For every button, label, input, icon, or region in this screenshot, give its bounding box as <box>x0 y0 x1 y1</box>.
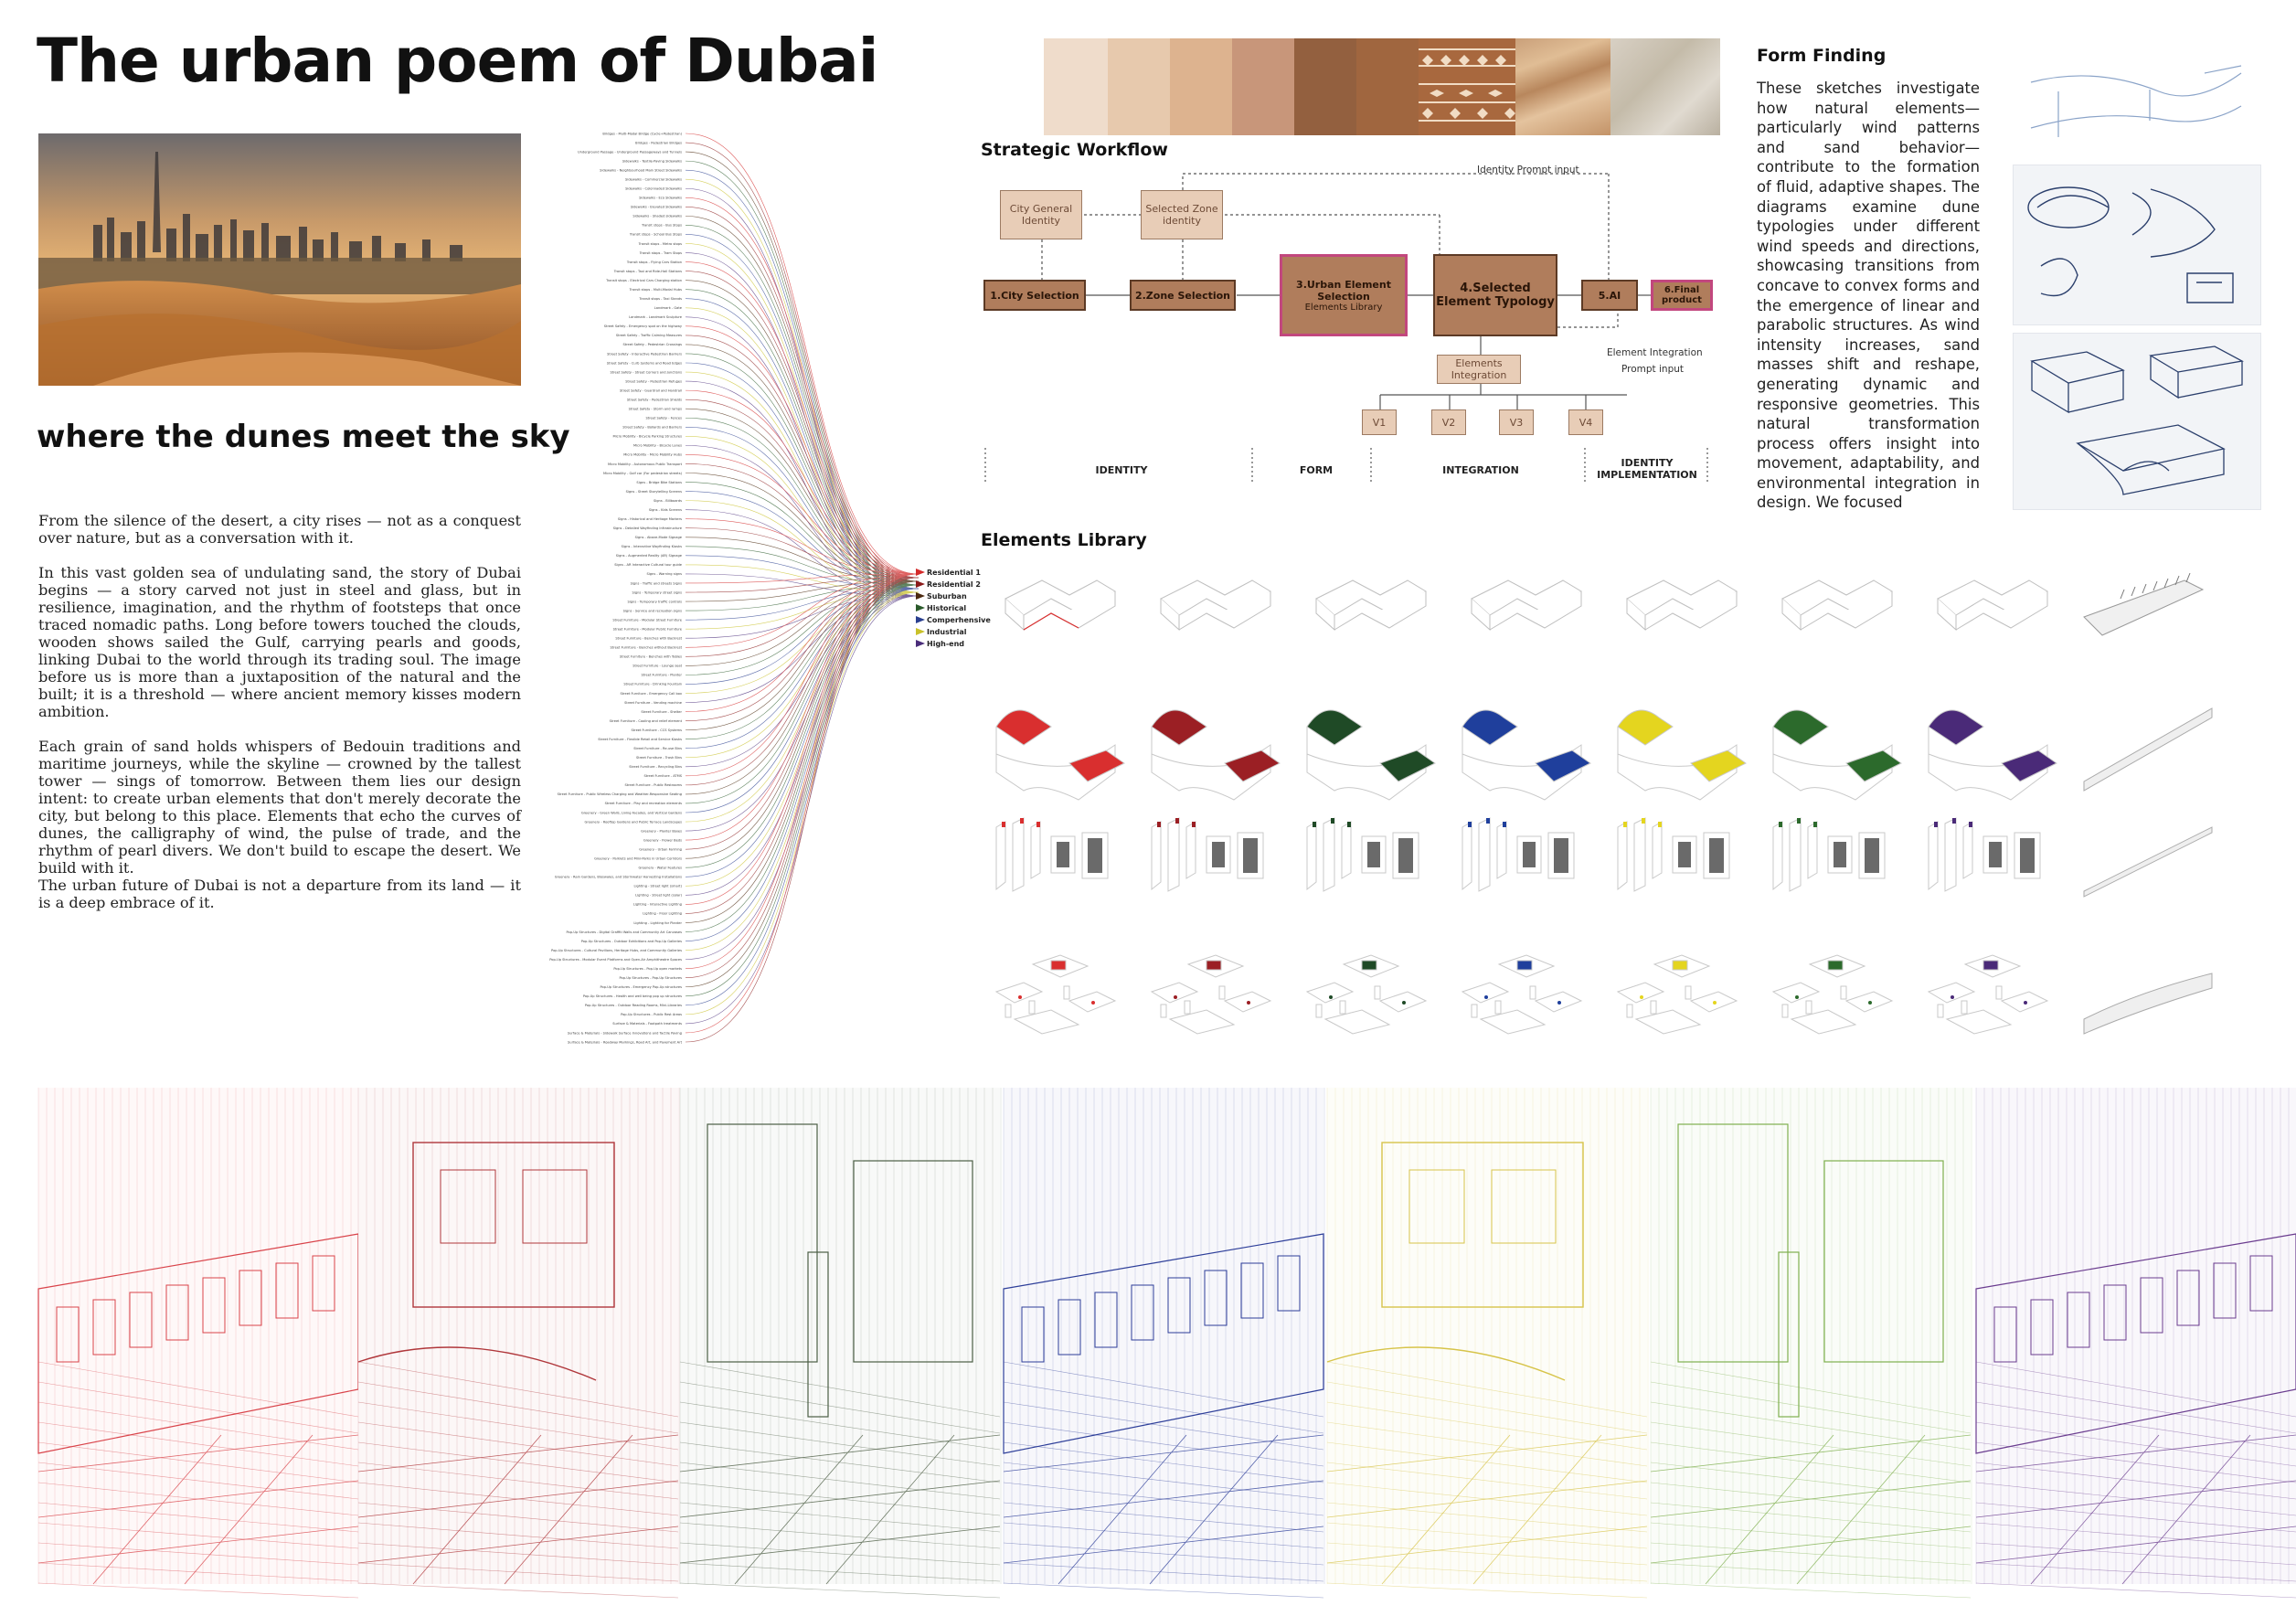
element-label: Signs - Temporary traffic controls <box>627 600 682 604</box>
color-palette <box>1044 0 1720 146</box>
library-element <box>1609 809 1746 909</box>
element-label: Lighting - Street light (smart) <box>633 884 682 888</box>
element-label: Pop-Up Structures - Pop-Up Structures <box>619 976 682 981</box>
library-element <box>1764 946 1901 1047</box>
paragraph: In this vast golden sea of undulating sand, the story of Dubai begins — a story carved not just in steel and glass, but in resilience, imagination, and the rhythm of footsteps that once traced nomadic paths. Long before towers touched the clouds, wooden shows sailed the Gulf, carrying pearls and goods, linking Dubai to the world through its trading soul. The image before us is more than a juxtaposition of the natural and the built; it is a threshold — where ancient memory kisses modern ambition. <box>38 564 521 720</box>
element-label: Pop-Up Structures - Health and well being pop up structures <box>582 994 682 999</box>
element-label: Street Safety - Pedestrian Refuges <box>625 379 682 384</box>
element-label: Sidewalks - Colonnaded Sidewalks <box>625 186 682 191</box>
element-label: Surface & Materials - Footpath treatments <box>612 1022 682 1026</box>
element-label: Signs - AR Interactive Cultural tour guide <box>614 563 682 568</box>
final-product-box: 6.Final product <box>1651 280 1713 311</box>
flow-link <box>686 596 919 767</box>
urban-element-selection-box <box>1280 254 1408 336</box>
street-sketch <box>1651 1088 1971 1584</box>
poster-subtitle: where the dunes meet the sky <box>37 419 570 455</box>
element-label: Street Safety - Interactive Pedestrian Barriers <box>607 352 682 356</box>
element-label: Sidewalks - Neighbourhood Main Street Sidewalks <box>600 168 682 173</box>
city-selection-box: 1.City Selection <box>983 280 1086 311</box>
element-label: Landmark - Landmark Sculpture <box>629 315 682 320</box>
library-element <box>1143 809 1280 909</box>
flow-link <box>686 197 919 574</box>
element-label: Lighting - Street light (solar) <box>635 893 682 898</box>
flow-link <box>686 409 919 581</box>
library-element <box>1609 690 1746 791</box>
library-element <box>1919 946 2057 1047</box>
element-label: Signs - Bridge Bike Stations <box>636 480 682 484</box>
library-element <box>1453 562 1590 663</box>
element-label: Micro Mobility - Bicycle Parking Structures <box>612 434 682 439</box>
element-label: Pop-Up Structures - Modular Event Platforms and Open-Air Amphitheatre Spaces <box>549 957 682 962</box>
legend-label: Suburban <box>927 592 967 601</box>
element-label: Street Furniture - Benches without Backrest <box>610 645 682 650</box>
legend-label: Historical <box>927 604 967 612</box>
legend-label: Residential 2 <box>927 580 981 589</box>
library-element <box>1298 946 1435 1047</box>
legend-marker <box>916 628 925 635</box>
category-identity: IDENTITY <box>1095 464 1148 476</box>
element-label: Signs - Kids Screens <box>648 507 682 512</box>
element-label: Signs - Billboards <box>653 498 682 503</box>
element-label: Surface & Materials - Sidewalk Surface Innovations and Tactile Paving <box>567 1031 682 1036</box>
element-label: Street Furniture - Benches with Tables <box>619 654 682 659</box>
element-label: Transit stops - Metro stops <box>638 241 682 246</box>
flow-link <box>686 454 919 574</box>
element-label: Street Safety - Curb Systems and Road Edges <box>606 361 682 366</box>
element-label: Surface & Materials - Roadway Markings, Road Art, and Pavement Art <box>568 1040 682 1045</box>
element-label: Micro Mobility - Golf car (For pedestrian streets) <box>602 471 682 475</box>
flow-link <box>686 243 919 592</box>
element-label: Street Safety - Pedestrian Crossings <box>622 343 682 347</box>
library-element <box>1143 690 1280 791</box>
variant-v2-box: V2 <box>1431 409 1466 435</box>
element-label: Greenery - Green Walls, Living Facades, and Vertical Gardens <box>580 811 682 815</box>
element-label: Street Furniture - Benches with Backrest <box>615 636 682 641</box>
street-sketch <box>1327 1088 1647 1584</box>
flow-link <box>686 592 919 693</box>
flow-link <box>686 592 919 822</box>
selected-zone-identity-box: Selected Zone identity <box>1141 190 1223 239</box>
category-form: FORM <box>1299 464 1334 476</box>
element-label: Signs - Warning signs <box>646 572 682 577</box>
palette-swatch <box>1232 38 1294 135</box>
library-element <box>1764 562 1901 663</box>
sand-texture-swatch <box>1515 38 1610 135</box>
element-label: Street Furniture - Shelter <box>641 709 682 714</box>
element-label: Pop-Up Structures - Digital Graffiti Walls and Community Art Canvases <box>566 930 682 934</box>
element-label: Street Furniture - Public Restrooms <box>624 783 682 788</box>
legend-label: High-end <box>927 640 965 648</box>
element-label: Signs - Detailed Wayfinding Infrastructure <box>612 526 682 531</box>
element-label: Sidewalks - Elevated Sidewalks <box>630 205 682 209</box>
elements-library-label: Elements Library <box>1304 302 1383 313</box>
element-label: Street Furniture - Lounge seat <box>632 664 682 668</box>
city-general-identity-box: City General Identity <box>1000 190 1082 239</box>
prompt-input-label: Prompt input <box>1621 364 1685 375</box>
selected-element-typology-box: 4.Selected Element Typology <box>1433 254 1557 336</box>
intro-text <box>38 512 521 929</box>
ai-box: 5.AI <box>1581 280 1638 311</box>
element-label: Street Furniture - Modular Street Furniture <box>612 618 682 622</box>
element-zone-flow-diagram <box>539 128 991 1051</box>
flow-link <box>686 589 919 941</box>
flow-link <box>686 390 919 574</box>
flow-link <box>686 143 919 578</box>
flow-link <box>686 326 919 574</box>
flow-link <box>686 473 919 581</box>
form-finding-title: Form Finding <box>1757 46 1887 66</box>
flow-link <box>686 262 919 574</box>
paragraph: Each grain of sand holds whispers of Bedouin traditions and maritime journeys, while the skyline — crowned by the tallest tower — sings of tomorrow. Between them lies our design intent: to create urban elements that don't merely decorate the city, but belong to this place. Elements that echo the curves of dunes, the calligraphy of wind, the pulse of trade, and the rhythm of pearl divers. We don't build to escape the desert. We build with it. The urban future of Dubai is not a departure from its land — it is a deep embrace of it. <box>38 738 521 911</box>
element-label: Pop-Up Structures - Pop-Up open markets <box>613 966 682 971</box>
urban-element-label: 3.Urban Element Selection <box>1296 278 1391 303</box>
element-label: Signs - Traffic and streets Signs <box>630 581 682 586</box>
street-sketch <box>1976 1088 2296 1584</box>
sadu-pattern-swatch <box>1419 38 1515 135</box>
element-label: Street Safety - Street Corners and Junctions <box>610 370 682 375</box>
element-label: Signs - Historical and Heritage Markers <box>617 516 682 521</box>
element-label: Street Furniture - Flexible Retail and Service Kiosks <box>598 737 682 741</box>
flow-link <box>686 372 919 592</box>
variant-v4-box: V4 <box>1568 409 1603 435</box>
stone-texture-swatch <box>1610 38 1720 135</box>
flow-link <box>686 581 919 922</box>
hero-image <box>38 133 521 386</box>
legend-marker <box>916 640 925 647</box>
street-sketch <box>38 1088 358 1584</box>
element-label: Transit stops - Multi-Modal Hubs <box>629 287 682 292</box>
library-element <box>1143 562 1280 663</box>
element-label: Greenery - Rooftop Gardens and Public Terrace Landscapes <box>584 820 682 824</box>
flow-link <box>686 578 919 849</box>
flow-link <box>686 592 919 758</box>
library-element <box>1298 809 1435 909</box>
flow-link <box>686 170 919 589</box>
street-sketch <box>1004 1088 1323 1584</box>
element-label: Bridges - Multi-Modal Bridge (Cycle+Pedestrian) <box>602 132 682 136</box>
sketch-panel-dune-typologies <box>2013 165 2261 325</box>
element-label: Street Furniture - Drinking Fountain <box>623 682 682 686</box>
flow-link <box>686 578 919 978</box>
variant-v1-box: V1 <box>1362 409 1397 435</box>
flow-link <box>686 179 919 592</box>
library-element <box>1609 562 1746 663</box>
element-label: Transit stops - Electrical Cars Charging station <box>606 278 682 282</box>
element-label: Transit stops - Taxi and Ride-Hail Stations <box>613 269 682 273</box>
flow-link <box>686 281 919 581</box>
element-label: Transit stops - School Bus Stops <box>629 232 682 237</box>
flow-link <box>686 399 919 578</box>
element-label: Signs - Above-Mode Signage <box>634 536 682 540</box>
palette-swatch <box>1170 38 1232 135</box>
legend-label: Residential 1 <box>927 569 981 577</box>
element-label: Greenery - Water Features <box>638 866 682 870</box>
element-label: Street Furniture - Recycling Bins <box>629 765 682 770</box>
library-element <box>2075 562 2212 663</box>
element-label: Signs - Temporary street signs <box>632 590 682 595</box>
legend-marker <box>916 580 925 588</box>
form-finding-text: These sketches investigate how natural elements—particularly wind patterns and sand behavior—contribute to the formation of fluid, adaptive shapes. The diagrams examine dune typologies under different wind speeds and directions, showcasing transitions from concave to convex forms and the emergence of linear and parabolic structures. As wind intensity increases, sand masses shift and reshape, generating dynamic and responsive geometries. This natural transformation process offers insight into movement, adaptability, and environmental integration in design. We focused <box>1757 80 1980 512</box>
library-element <box>987 809 1124 909</box>
sketch-panel-form-studies <box>2013 333 2261 510</box>
element-label: Transit stops - Tram Stops <box>639 250 682 255</box>
element-label: Greenery - Urban Farming <box>639 847 682 852</box>
palette-swatch <box>1044 38 1108 135</box>
element-label: Transit stops - Taxi Stands <box>639 297 682 302</box>
legend-label: Comperhensive <box>927 616 991 624</box>
palette-swatch <box>1356 38 1419 135</box>
zone-selection-box: 2.Zone Selection <box>1130 280 1236 311</box>
element-label: Street Safety - Bollards and Barriers <box>622 425 682 430</box>
element-label: Micro Mobility - Micro Mobility Hubs <box>623 452 682 457</box>
flow-link <box>686 271 919 578</box>
flow-link <box>686 188 919 596</box>
element-label: Street Furniture - Public Wireless Charging and Weather-Responsive Seating <box>557 792 682 797</box>
element-label: Street Furniture - Re-use Bins <box>633 747 682 751</box>
element-label: Street Furniture - Trash Bins <box>635 756 682 760</box>
library-element <box>1298 690 1435 791</box>
legend-marker <box>916 592 925 600</box>
street-sketch <box>358 1088 678 1584</box>
element-label: Underground Passage - Underground Passageways and Tunnels <box>578 150 682 154</box>
element-label: Street Furniture - Play and recreation elements <box>604 802 682 806</box>
element-label: Transit stops - Bus Stops <box>641 223 682 228</box>
library-element <box>1453 809 1590 909</box>
element-label: Greenery - Flower Beds <box>643 838 682 843</box>
legend-marker <box>916 569 925 576</box>
library-element <box>1764 809 1901 909</box>
flow-link <box>686 592 919 951</box>
element-label: Street Safety - Traffic Calming Measures <box>615 334 682 338</box>
element-label: Signs - Augmented Reality (AR) Signage <box>615 554 682 558</box>
element-label: Sidewalks - Eco Sidewalks <box>639 196 682 200</box>
element-label: Street Furniture - Emergency Call box <box>620 691 682 696</box>
element-label: Pop-Up Structures - Emergency Pop-Up structures <box>600 985 682 990</box>
element-label: Micro Mobility - Bicycle Lanes <box>633 443 682 448</box>
element-label: Street Furniture - ATMS <box>643 774 682 779</box>
elements-library-title: Elements Library <box>981 530 1147 550</box>
palette-swatch <box>1108 38 1170 135</box>
element-label: Street Safety - Fences <box>645 416 682 420</box>
flow-link <box>686 589 919 813</box>
element-label: Transit stops - Flying Cars Station <box>626 260 682 264</box>
element-label: Lighting - Lighting for Planter <box>633 920 682 925</box>
flow-link <box>686 253 919 596</box>
element-label: Street Safety - Guardrail and Handrail <box>620 388 682 393</box>
element-label: Signs - Service and recreation signs <box>622 609 682 613</box>
library-element <box>987 562 1124 663</box>
element-label: Greenery - Parklets and Mini-Parks in Urban Corridors <box>594 856 682 861</box>
library-element <box>1609 946 1746 1047</box>
library-element <box>1919 809 2057 909</box>
element-label: Lighting - Interactive Lighting <box>632 902 682 907</box>
street-sketch <box>680 1088 1000 1584</box>
element-label: Bridges - Pedestrian Bridges <box>635 141 682 145</box>
element-label: Street Safety - Emergency spot on the highway <box>603 324 682 329</box>
sketch-panel-dune-profile <box>2013 55 2259 157</box>
library-element <box>1764 690 1901 791</box>
element-label: Greenery - Rain Gardens, Bioswales, and Stormwater Harvesting Installations <box>554 875 682 879</box>
flow-link <box>686 574 919 904</box>
legend-marker <box>916 616 925 623</box>
element-label: Street Furniture - Vending machine <box>624 700 682 705</box>
element-label: Street Safety - Storm and ramps <box>628 407 682 411</box>
category-integration: INTEGRATION <box>1442 464 1519 476</box>
element-label: Pop-Up Structures - Public Rest Areas <box>621 1013 682 1017</box>
library-element <box>1453 690 1590 791</box>
element-label: Street Furniture - Modular Public Furniture <box>612 627 682 632</box>
workflow-title: Strategic Workflow <box>981 140 1168 160</box>
elements-library-grid <box>987 562 2267 1074</box>
element-label: Greenery - Planter Boxes <box>641 829 682 834</box>
element-label: Pop-Up Structures - Outdoor Reading Rooms, Mini-Libraries <box>584 1004 682 1008</box>
legend-marker <box>916 604 925 611</box>
paragraph: From the silence of the desert, a city rises — not as a conquest over nature, but as a conversation with it. <box>38 512 521 547</box>
flow-link <box>686 216 919 581</box>
identity-prompt-label: Identity Prompt input <box>1477 165 1579 175</box>
element-label: Pop-Up Structures - Cultural Pavilions, Heritage Hubs, and Community Galleries <box>551 948 682 952</box>
element-label: Micro Mobility - Autonomous Public Transport <box>608 462 682 466</box>
flow-link <box>686 299 919 589</box>
flow-link <box>686 436 919 592</box>
element-label: Pop-Up Structures - Outdoor Exhibitions and Pop-Up Galleries <box>580 939 682 943</box>
variant-v3-box: V3 <box>1499 409 1534 435</box>
library-element <box>2075 690 2212 791</box>
flow-link <box>686 581 919 987</box>
library-element <box>2075 809 2212 909</box>
library-element <box>1143 946 1280 1047</box>
elements-integration-box: Elements Integration <box>1437 355 1521 384</box>
library-element <box>1453 946 1590 1047</box>
element-label: Street Furniture - Cooling and relief element <box>609 718 682 723</box>
library-element <box>2075 946 2212 1047</box>
library-element <box>987 690 1124 791</box>
flow-link <box>686 574 919 840</box>
palette-swatch <box>1294 38 1356 135</box>
element-label: Street Furniture - CCS Systems <box>631 728 682 732</box>
element-label: Street Furniture - Planter <box>641 673 682 677</box>
element-integration-label: Element Integration <box>1607 347 1703 358</box>
element-label: Sidewalks - Shaded sidewalks <box>632 214 682 218</box>
element-label: Signs - Street Storytelling Screens <box>625 489 682 494</box>
flow-link <box>686 133 919 574</box>
library-element <box>1919 562 2057 663</box>
element-label: Sidewalks - Textile-Paving Sidewalks <box>622 159 682 164</box>
library-element <box>1298 562 1435 663</box>
flow-link <box>686 574 919 969</box>
library-element <box>1919 690 2057 791</box>
element-label: Lighting - Floor Lighting <box>643 911 682 916</box>
element-label: Landmark - Gate <box>654 306 682 311</box>
flow-link <box>686 463 919 578</box>
library-element <box>987 946 1124 1047</box>
element-label: Street Safety - Pedestrian Shields <box>626 398 682 402</box>
element-label: Signs - Interactive Wayfinding Kiosks <box>621 545 682 549</box>
category-identity-implementation: IDENTITY IMPLEMENTATION <box>1597 457 1697 481</box>
element-label: Sidewalks - Commercial Sidewalks <box>625 177 682 182</box>
legend-label: Industrial <box>927 628 967 636</box>
poster-title: The urban poem of Dubai <box>37 26 878 96</box>
